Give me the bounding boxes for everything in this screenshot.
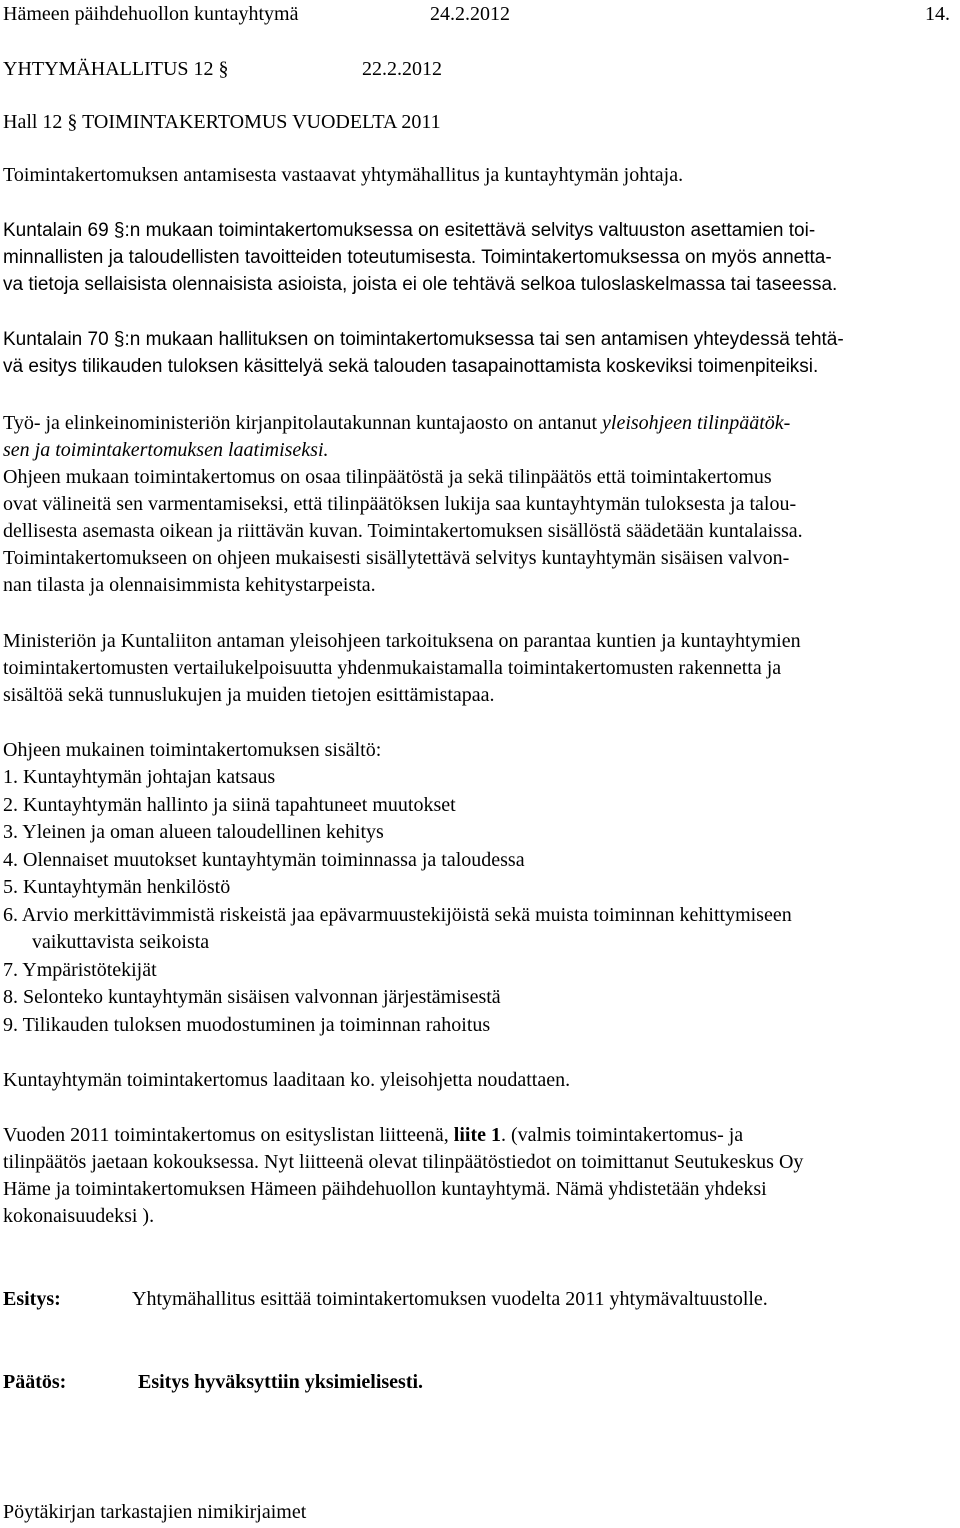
paragraph-8-text: Vuoden 2011 toimintakertomus on esityslistan liitteenä, xyxy=(3,1124,454,1146)
attachment-ref: liite 1 xyxy=(453,1124,501,1146)
page-number: 14. xyxy=(925,3,950,25)
paragraph-6-line-3: sisältöä sekä tunnuslukujen ja muiden tietojen esittämistapaa. xyxy=(3,684,495,706)
paragraph-1: Toimintakertomuksen antamisesta vastaavat yhtymähallitus ja kuntayhtymän johtaja. xyxy=(3,164,684,186)
guideline-title: yleisohjeen tilinpäätök- xyxy=(602,412,791,434)
paragraph-5-line-4: Toimintakertomukseen on ohjeen mukaisesti sisällytettävä selvitys kuntayhtymän sisäisen valvon- xyxy=(3,547,790,569)
paragraph-5-line-1: Ohjeen mukaan toimintakertomus on osaa tilinpäätöstä ja sekä tilinpäätös että toimintakertomus xyxy=(3,466,772,488)
paragraph-4-line-2: sen ja toimintakertomuksen laatimiseksi. xyxy=(3,439,329,461)
board-date: 22.2.2012 xyxy=(362,58,442,80)
paragraph-7: Kuntayhtymän toimintakertomus laaditaan ko. yleisohjetta noudattaen. xyxy=(3,1069,571,1091)
list-item: 3. Yleinen ja oman alueen taloudellinen kehitys xyxy=(3,821,384,843)
list-item: 8. Selonteko kuntayhtymän sisäisen valvonnan järjestämisestä xyxy=(3,986,501,1008)
decision-text: Esitys hyväksyttiin yksimielisesti. xyxy=(138,1371,424,1393)
list-title: Ohjeen mukainen toimintakertomuksen sisältö: xyxy=(3,739,382,761)
paragraph-5-line-2: ovat välineitä sen varmentamiseksi, että tilinpäätöksen lukija saa kuntayhtymän tuloksesta ja talou- xyxy=(3,493,797,515)
paragraph-8-text-cont: . (valmis toimintakertomus- ja xyxy=(501,1124,744,1146)
footer-initials: Pöytäkirjan tarkastajien nimikirjaimet xyxy=(3,1501,307,1523)
paragraph-3-line-1: Kuntalain 70 §:n mukaan hallituksen on toimintakertomuksessa tai sen antamisen yhteydessä tehtä- xyxy=(3,329,844,350)
header-org: Hämeen päihdehuollon kuntayhtymä xyxy=(3,3,299,25)
paragraph-2-line-2: minnallisten ja taloudellisten tavoitteiden toteutumisesta. Toimintakertomuksessa on myös annetta- xyxy=(3,247,832,268)
paragraph-3-line-2: vä esitys tilikauden tuloksen käsittelyä sekä talouden tasapainottamista koskeviksi toimenpiteiksi. xyxy=(3,356,819,377)
board-line: YHTYMÄHALLITUS 12 § xyxy=(3,58,229,80)
paragraph-8-line-4: kokonaisuudeksi ). xyxy=(3,1205,155,1227)
list-item-continuation: vaikuttavista seikoista xyxy=(32,931,210,953)
paragraph-2-line-3: va tietoja sellaisista olennaisista asioista, joista ei ole tehtävä selkoa tuloslaskelmassa tai taseessa. xyxy=(3,274,838,295)
list-item: 7. Ympäristötekijät xyxy=(3,959,157,981)
paragraph-5-line-5: nan tilasta ja olennaisimmista kehitystarpeista. xyxy=(3,574,376,596)
paragraph-2-line-1: Kuntalain 69 §:n mukaan toimintakertomuksessa on esitettävä selvitys valtuuston asettamien toi- xyxy=(3,220,816,241)
list-item: 6. Arvio merkittävimmistä riskeistä jaa epävarmuustekijöistä sekä muista toiminnan kehittymiseen xyxy=(3,904,792,926)
list-item: 5. Kuntayhtymän henkilöstö xyxy=(3,876,231,898)
decision-label: Päätös: xyxy=(3,1371,67,1393)
paragraph-6-line-2: toimintakertomusten vertailukelpoisuutta yhdenmukaistamalla toimintakertomusten rakennetta ja xyxy=(3,657,782,679)
proposal-text: Yhtymähallitus esittää toimintakertomuksen vuodelta 2011 yhtymävaltuustolle. xyxy=(132,1288,768,1310)
proposal-label: Esitys: xyxy=(3,1288,61,1310)
paragraph-4-text: Työ- ja elinkeinoministeriön kirjanpitolautakunnan kuntajaosto on antanut xyxy=(3,412,603,434)
paragraph-8-line-2: tilinpäätös jaetaan kokouksessa. Nyt liitteenä olevat tilinpäätöstiedot on toimittanut Seutukeskus Oy xyxy=(3,1151,804,1173)
list-item: 9. Tilikauden tuloksen muodostuminen ja toiminnan rahoitus xyxy=(3,1014,491,1036)
section-title: Hall 12 § TOIMINTAKERTOMUS VUODELTA 2011 xyxy=(3,111,441,133)
paragraph-6-line-1: Ministeriön ja Kuntaliiton antaman yleisohjeen tarkoituksena on parantaa kuntien ja kuntayhtymien xyxy=(3,630,801,652)
header-date: 24.2.2012 xyxy=(430,3,510,25)
list-item: 4. Olennaiset muutokset kuntayhtymän toiminnassa ja taloudessa xyxy=(3,849,525,871)
paragraph-8-line-3: Häme ja toimintakertomuksen Hämeen päihdehuollon kuntayhtymä. Nämä yhdistetään yhdeksi xyxy=(3,1178,767,1200)
paragraph-5-line-3: dellisesta asemasta oikean ja riittävän kuvan. Toimintakertomuksen sisällöstä säädetään kuntalaissa. xyxy=(3,520,803,542)
list-item: 2. Kuntayhtymän hallinto ja siinä tapahtuneet muutokset xyxy=(3,794,456,816)
list-item: 1. Kuntayhtymän johtajan katsaus xyxy=(3,766,276,788)
paragraph-4-line-1 xyxy=(3,411,790,435)
paragraph-8-line-1 xyxy=(3,1123,743,1147)
